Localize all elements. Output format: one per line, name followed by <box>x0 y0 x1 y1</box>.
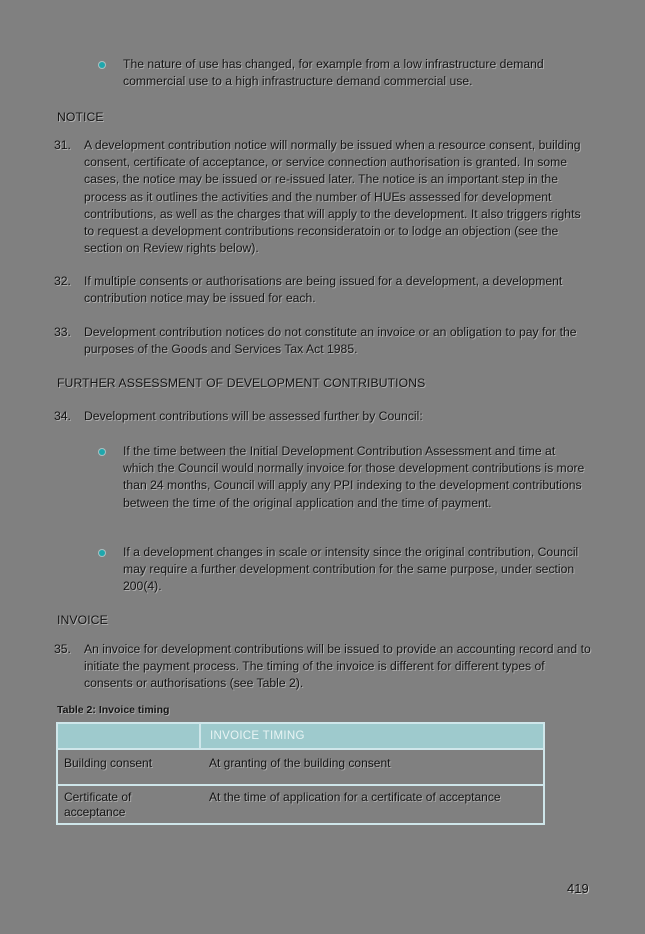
table-cell-invoice-timing: At granting of the building consent <box>200 749 544 785</box>
paragraph-34 <box>54 408 594 425</box>
table-header-row <box>57 723 544 749</box>
paragraph-number: 33. <box>54 325 71 339</box>
bullet-text: If the time between the Initial Development Contribution Assessment and time at which the Council would normally invoice for those development contributions is more than 24 months, Council will apply any PPI indexing to the development contributions between the time of the original application and the time of payment. <box>123 444 585 510</box>
table-row <box>57 749 544 785</box>
paragraph-text: An invoice for development contributions will be issued to provide an accounting record and to initiate the payment process. The timing of the invoice is different for different types of consents or authorisations (see Table 2). <box>84 642 591 691</box>
bullet-dot-icon <box>99 62 105 68</box>
bullet-item-ppi-indexing <box>97 443 587 512</box>
paragraph-number: 34. <box>54 409 71 423</box>
paragraph-number: 35. <box>54 642 71 656</box>
invoice-timing-table <box>56 722 545 825</box>
bullet-dot-icon <box>99 449 105 455</box>
paragraph-text: A development contribution notice will normally be issued when a resource consent, building consent, certificate of acceptance, or service connection authorisation is granted. In some cases, the notice may be issued or re-issued later. The notice is an important step in the process as it outlines the activities and the number of HUEs assessed for development contributions, as well as the charges that will apply to the development. It also triggers rights to request a development contributions reconsideratoin or to lodge an objection (see the section on Review rights below). <box>84 138 581 256</box>
table-header-label: INVOICE TIMING <box>210 730 305 742</box>
section-heading-notice: NOTICE <box>57 110 104 124</box>
bullet-item-scale-change <box>97 544 587 596</box>
section-heading-invoice: INVOICE <box>57 613 108 627</box>
paragraph-number: 32. <box>54 274 71 288</box>
table-cell-invoice-timing: At the time of application for a certificate of acceptance <box>200 785 544 824</box>
table-row <box>57 785 544 824</box>
paragraph-31 <box>54 137 594 257</box>
paragraph-text: Development contributions will be assessed further by Council: <box>84 409 423 423</box>
paragraph-number: 31. <box>54 138 71 152</box>
table-cell-consent-type: Certificate of acceptance <box>57 785 200 824</box>
table-header-cell-invoice-timing <box>200 723 544 749</box>
paragraph-text: Development contribution notices do not constitute an invoice or an obligation to pay for the purposes of the Goods and Services Tax Act 1985. <box>84 325 577 357</box>
bullet-text: The nature of use has changed, for example from a low infrastructure demand commercial use to a high infrastructure demand commercial use. <box>123 57 544 89</box>
page-number: 419 <box>567 881 589 896</box>
bullet-item-nature-of-use <box>97 56 587 90</box>
paragraph-32 <box>54 273 594 307</box>
paragraph-33 <box>54 324 594 358</box>
paragraph-35 <box>54 641 594 693</box>
table-header-cell-empty <box>57 723 200 749</box>
bullet-dot-icon <box>99 550 105 556</box>
table-caption: Table 2: Invoice timing <box>57 704 170 716</box>
section-heading-further-assessment: FURTHER ASSESSMENT OF DEVELOPMENT CONTRIBUTIONS <box>57 376 426 390</box>
table-cell-consent-type: Building consent <box>57 749 200 785</box>
paragraph-text: If multiple consents or authorisations are being issued for a development, a development contribution notice may be issued for each. <box>84 274 563 306</box>
bullet-text: If a development changes in scale or intensity since the original contribution, Council may require a further development contribution for the same purpose, under section 200(4). <box>123 545 579 594</box>
